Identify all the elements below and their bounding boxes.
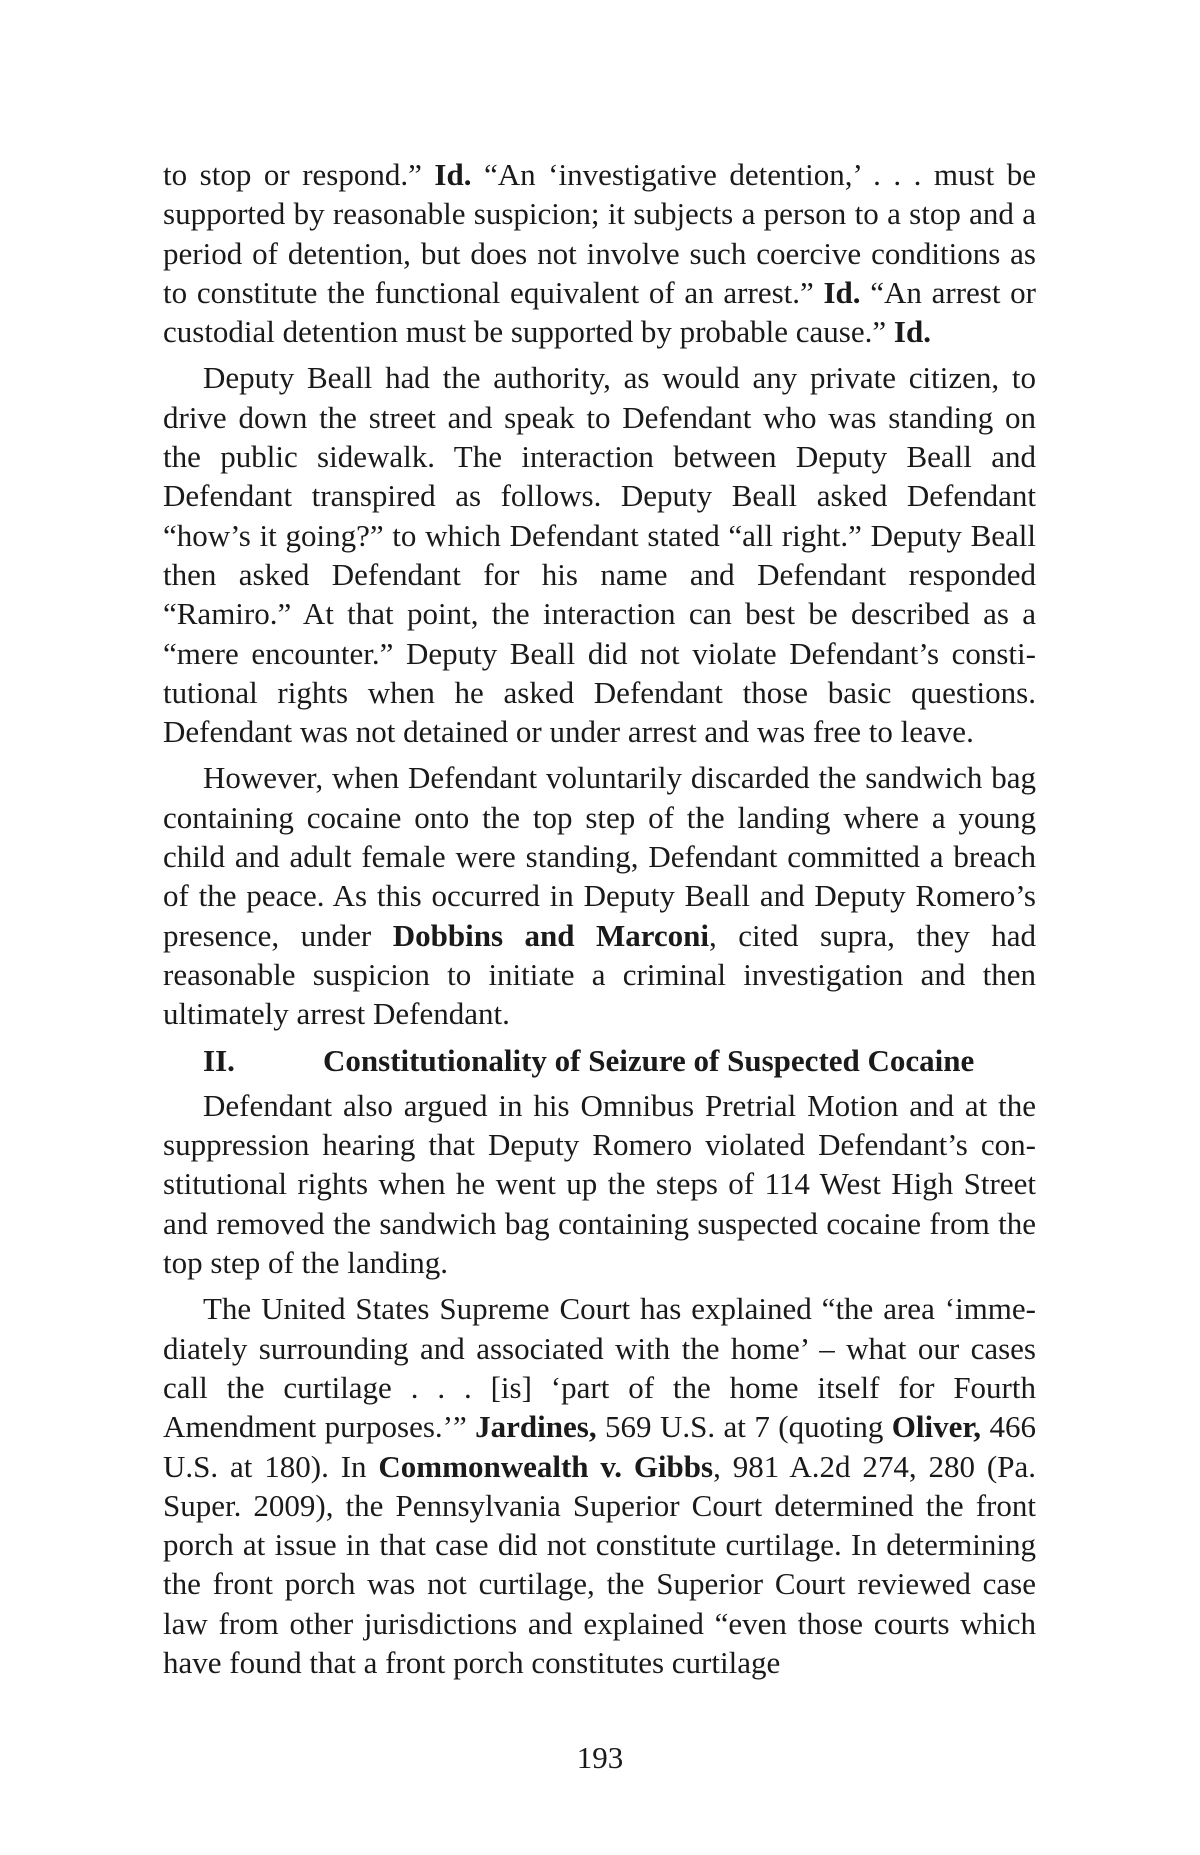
text-run: , 981 A.2d 274, 280 (Pa. Super. 2009), the Pennsylvania Superior Court determined the front porch at issue in that case did not constitute curtilage. In determining the front porch was not curtilage, the Superior Court reviewed case law from other jurisdictions and explained “even those courts which have found that a front porch constitutes curtilage	[163, 1448, 1036, 1680]
text-run: “An arrest or custodial detention must be supported by probable cause.”	[163, 274, 1037, 350]
case-citation: Jardines,	[475, 1409, 597, 1445]
case-citation: Oliver,	[891, 1409, 982, 1445]
section-heading	[163, 1041, 1036, 1080]
case-citation: Commonwealth v. Gibbs	[378, 1448, 714, 1484]
text-run: “An ‘investigative detention,’ . . . must be supported by reasonable suspicion; it subjects a person to a stop and a period of detention, but does not involve such coercive conditions as to constitute the functional equivalent of an arrest.”	[163, 157, 1036, 310]
text-run: Deputy Beall had the authority, as would any private citizen, to drive down the street and speak to Defendant who was standing on the public sidewalk. The interaction between Deputy Beall and Defendant transpired as follows. Deputy Beall asked Defendant “how’s it going?” to which Defendant stated “all right.” Deputy Beall then asked Defendant for his name and Defendant responded “Ramiro.” At that point, the interaction can best be described as a “mere encounter.” Deputy Beall did not violate Defendant’s constitutional rights when he asked Defendant those basic questions. Defendant was not detained or under arrest and was free to leave.	[163, 360, 1036, 750]
text-run: Defendant also argued in his Omnibus Pretrial Motion and at the suppression hearing that Deputy Romero violated Defendant’s constitutional rights when he went up the steps of 114 West High Street and removed the sandwich bag containing suspected cocaine from the top step of the landing.	[163, 1087, 1036, 1281]
text-run: However, when Defendant voluntarily discarded the sandwich bag containing cocaine onto the top step of the landing where a young child and adult female were standing, Defendant committed a breach of the peace. As this occurred in Deputy Beall and Deputy Romero’s presence, under	[163, 760, 1036, 953]
citation-id: Id.	[434, 157, 472, 192]
citation-id: Id.	[823, 274, 861, 310]
paragraph-deputy-beall	[163, 358, 1036, 751]
case-citation: Dobbins and Marconi	[392, 917, 710, 953]
paragraph-breach-of-peace	[163, 758, 1036, 1033]
page-body	[163, 155, 1036, 1689]
text-run: 466 U.S. at 180). In	[163, 1409, 1036, 1484]
text-run: The United States Supreme Court has explained “the area ‘immediately surrounding and associated with the home’ – what our cases call the curtilage . . . [is] ‘part of the home itself for Fourth Amendment purposes.’”	[163, 1291, 1036, 1445]
paragraph-curtilage	[163, 1289, 1036, 1682]
citation-id: Id.	[893, 314, 931, 350]
page-number: 193	[576, 1740, 624, 1775]
paragraph-omnibus-motion	[163, 1086, 1036, 1282]
text-run: , cited supra, they had reasonable suspicion to initiate a criminal investigation and then ultimately arrest Defendant.	[163, 917, 1036, 1032]
paragraph-continuation	[163, 155, 1036, 351]
section-number: II.	[203, 1042, 235, 1078]
text-run: to stop or respond.”	[163, 157, 435, 192]
text-run: 569 U.S. at 7 (quoting	[596, 1409, 892, 1445]
section-title: Constitutionality of Seizure of Suspected Cocaine	[323, 1042, 975, 1078]
